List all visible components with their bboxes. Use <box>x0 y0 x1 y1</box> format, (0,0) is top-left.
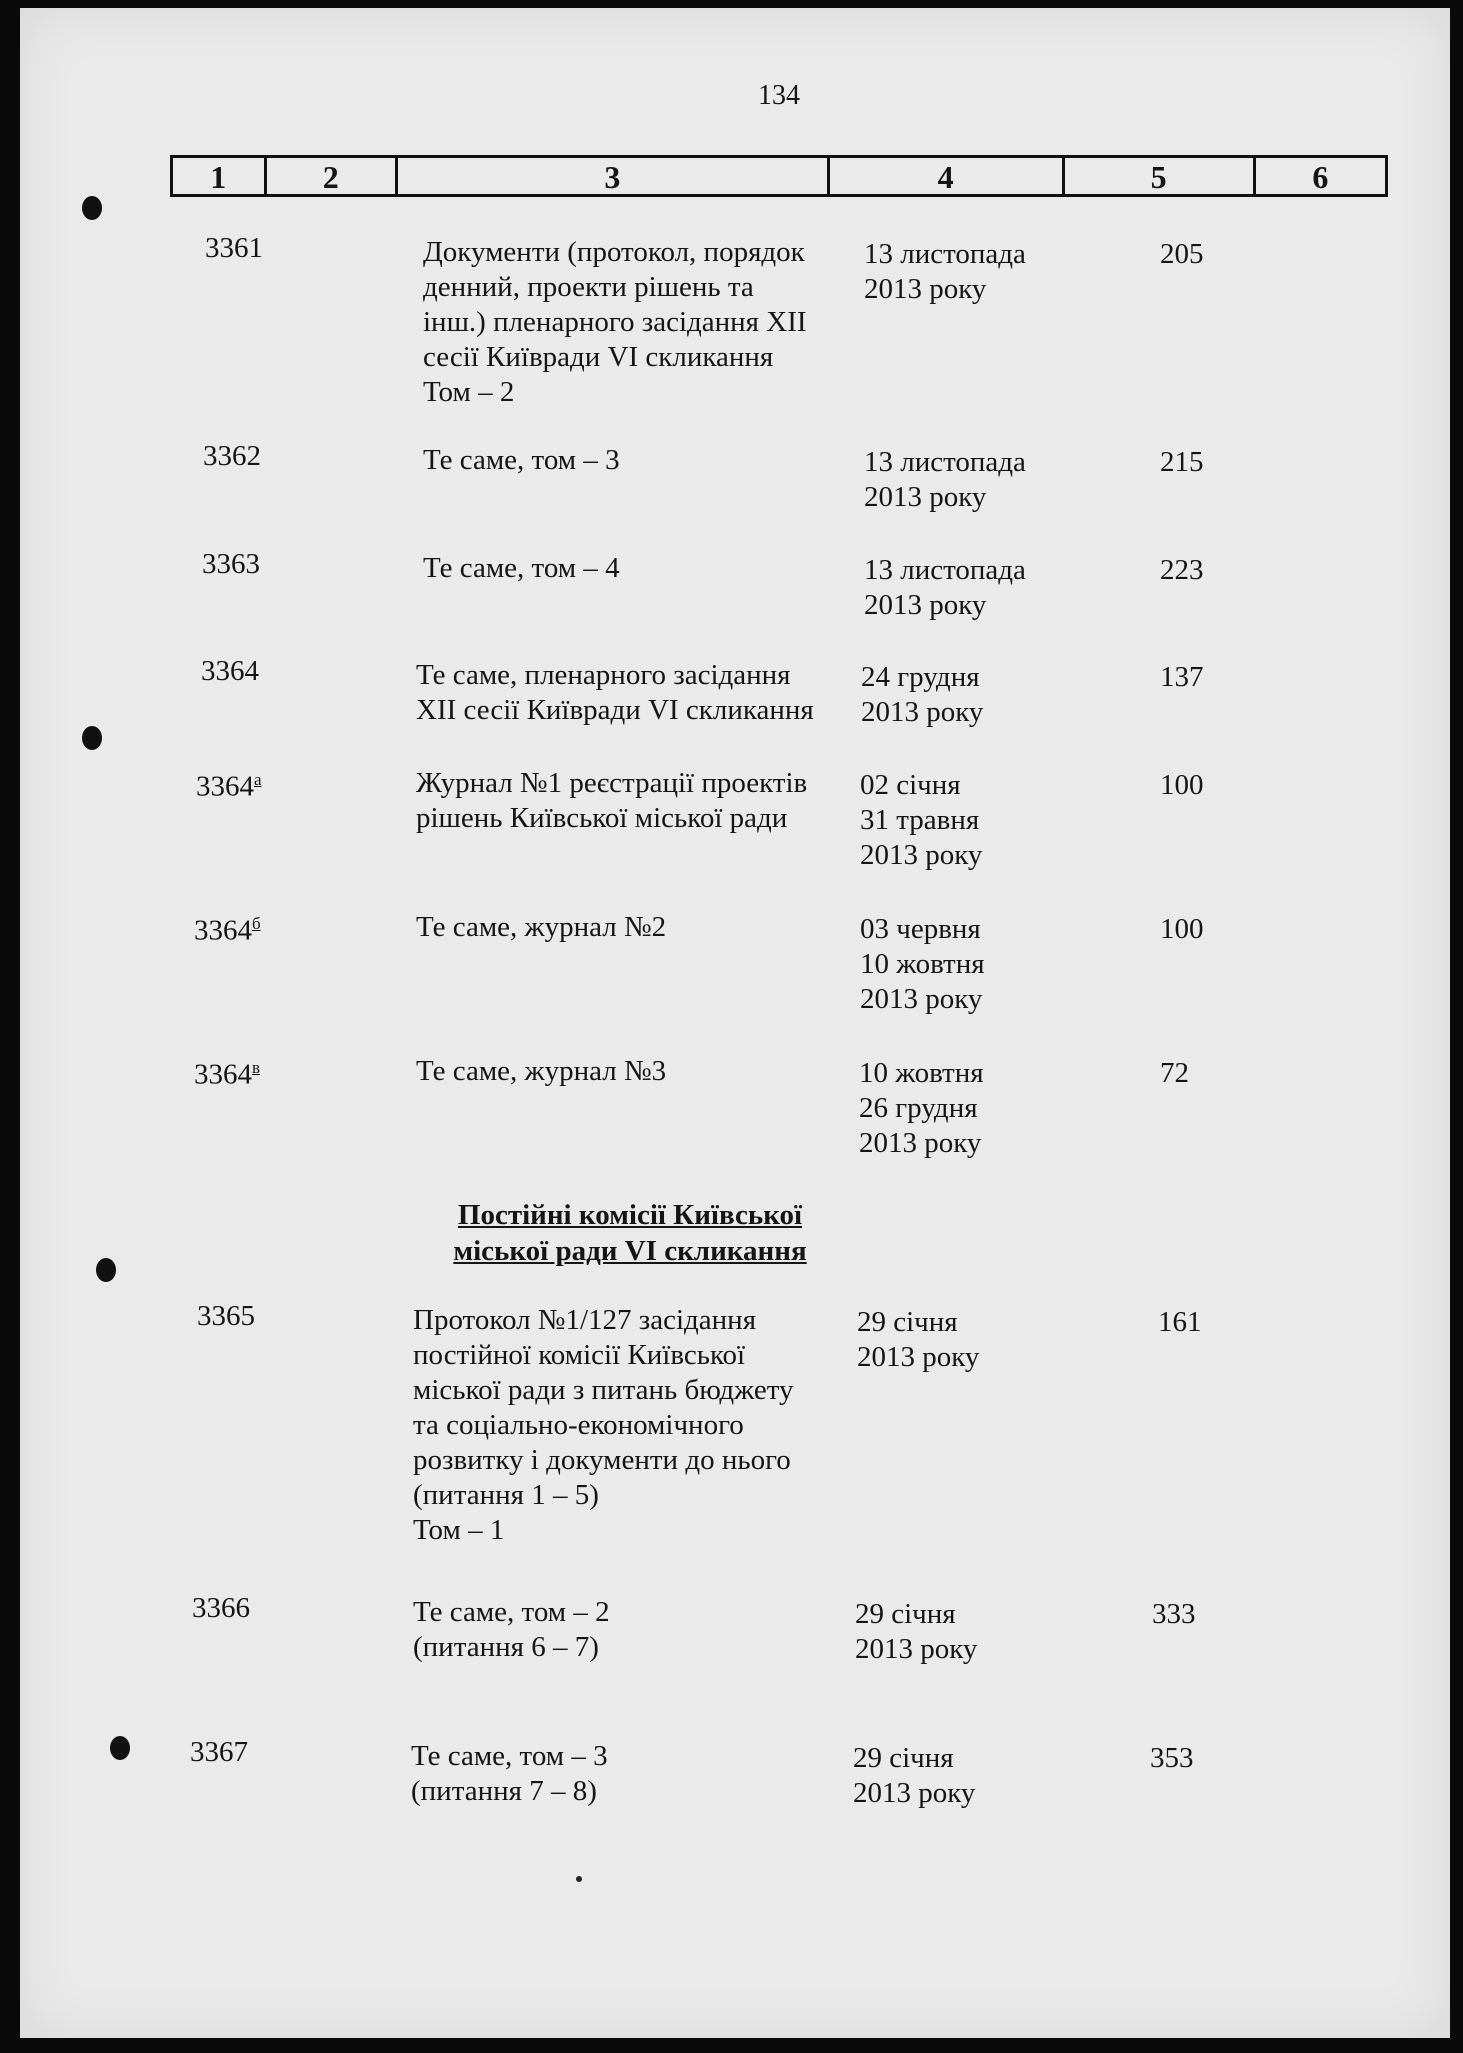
record-page-count: 100 <box>1160 769 1204 801</box>
record-page-count: 205 <box>1160 238 1204 270</box>
record-number <box>202 547 260 582</box>
record-number-text: 3361 <box>205 232 263 264</box>
record-description: Те саме, журнал №2 <box>416 911 667 943</box>
record-number-suffix: а <box>254 770 262 789</box>
punch-hole <box>82 196 102 220</box>
record-date: 29 січня 2013 року <box>855 1598 978 1665</box>
record-number-text: 3366 <box>192 1592 250 1624</box>
record-number <box>205 231 263 266</box>
record-number <box>201 654 259 689</box>
punch-hole <box>110 1736 130 1760</box>
record-number-text: 3364 <box>196 770 254 803</box>
record-page-count: 353 <box>1150 1742 1194 1774</box>
record-date: 24 грудня 2013 року <box>861 661 984 728</box>
record-description: Те саме, том – 4 <box>423 552 620 584</box>
record-number <box>192 1591 250 1626</box>
column-header-6: 6 <box>1312 159 1329 195</box>
record-number-text: 3364 <box>201 655 259 687</box>
record-date: 10 жовтня 26 грудня 2013 року <box>859 1057 984 1159</box>
column-header-5: 5 <box>1065 158 1256 194</box>
punch-hole <box>82 726 102 750</box>
record-date: 29 січня 2013 року <box>853 1742 976 1809</box>
ink-speck <box>576 1876 582 1882</box>
record-page-count: 100 <box>1160 913 1204 945</box>
record-page-count: 223 <box>1160 554 1204 586</box>
record-date: 02 січня 31 травня 2013 року <box>860 769 983 871</box>
record-number <box>194 906 261 949</box>
column-header-2: 2 <box>267 158 398 194</box>
record-description: Документи (протокол, порядок денний, проекти рішень та інш.) пленарного засідання XII сесії Київради VI скликання Том – 2 <box>423 236 807 408</box>
column-header-3: 3 <box>398 158 830 194</box>
record-number-suffix: в <box>252 1058 261 1077</box>
record-description: Те саме, том – 3 (питання 7 – 8) <box>411 1740 608 1807</box>
column-header-row <box>170 155 1388 197</box>
record-description: Протокол №1/127 засідання постійної комісії Київської міської ради з питань бюджету та соціально-економічного розвитку і документи до нього (питання 1 – 5) Том – 1 <box>413 1304 794 1546</box>
page-number: 134 <box>758 80 800 111</box>
record-description: Те саме, пленарного засідання XII сесії Київради VI скликання <box>416 659 814 726</box>
column-header-4: 4 <box>830 158 1065 194</box>
record-number-suffix: б <box>252 914 261 933</box>
record-date: 13 листопада 2013 року <box>864 446 1026 513</box>
record-date: 13 листопада 2013 року <box>864 238 1026 305</box>
record-page-count: 215 <box>1160 446 1204 478</box>
record-number <box>194 1050 260 1093</box>
punch-hole <box>96 1258 116 1282</box>
record-number-text: 3364 <box>194 1058 252 1091</box>
record-description: Те саме, том – 3 <box>423 444 620 476</box>
record-number <box>197 1299 255 1334</box>
record-description: Те саме, том – 2 (питання 6 – 7) <box>413 1596 610 1663</box>
section-heading: Постійні комісії Київської міської ради VI скликання <box>453 1199 807 1267</box>
record-number-text: 3362 <box>203 440 261 472</box>
record-number-text: 3367 <box>190 1736 248 1768</box>
record-number <box>190 1735 248 1770</box>
record-date: 13 листопада 2013 року <box>864 554 1026 621</box>
record-page-count: 333 <box>1152 1598 1196 1630</box>
record-page-count: 137 <box>1160 661 1204 693</box>
record-page-count: 72 <box>1160 1057 1189 1089</box>
record-number <box>196 762 262 805</box>
column-header-1: 1 <box>173 158 267 194</box>
record-number-text: 3363 <box>202 548 260 580</box>
record-date: 03 червня 10 жовтня 2013 року <box>860 913 985 1015</box>
record-number-text: 3364 <box>194 914 252 947</box>
record-description: Журнал №1 реєстрації проектів рішень Київської міської ради <box>416 767 808 834</box>
record-page-count: 161 <box>1158 1306 1202 1338</box>
record-description: Те саме, журнал №3 <box>416 1055 667 1087</box>
record-number <box>203 439 261 474</box>
record-number-text: 3365 <box>197 1300 255 1332</box>
record-date: 29 січня 2013 року <box>857 1306 980 1373</box>
